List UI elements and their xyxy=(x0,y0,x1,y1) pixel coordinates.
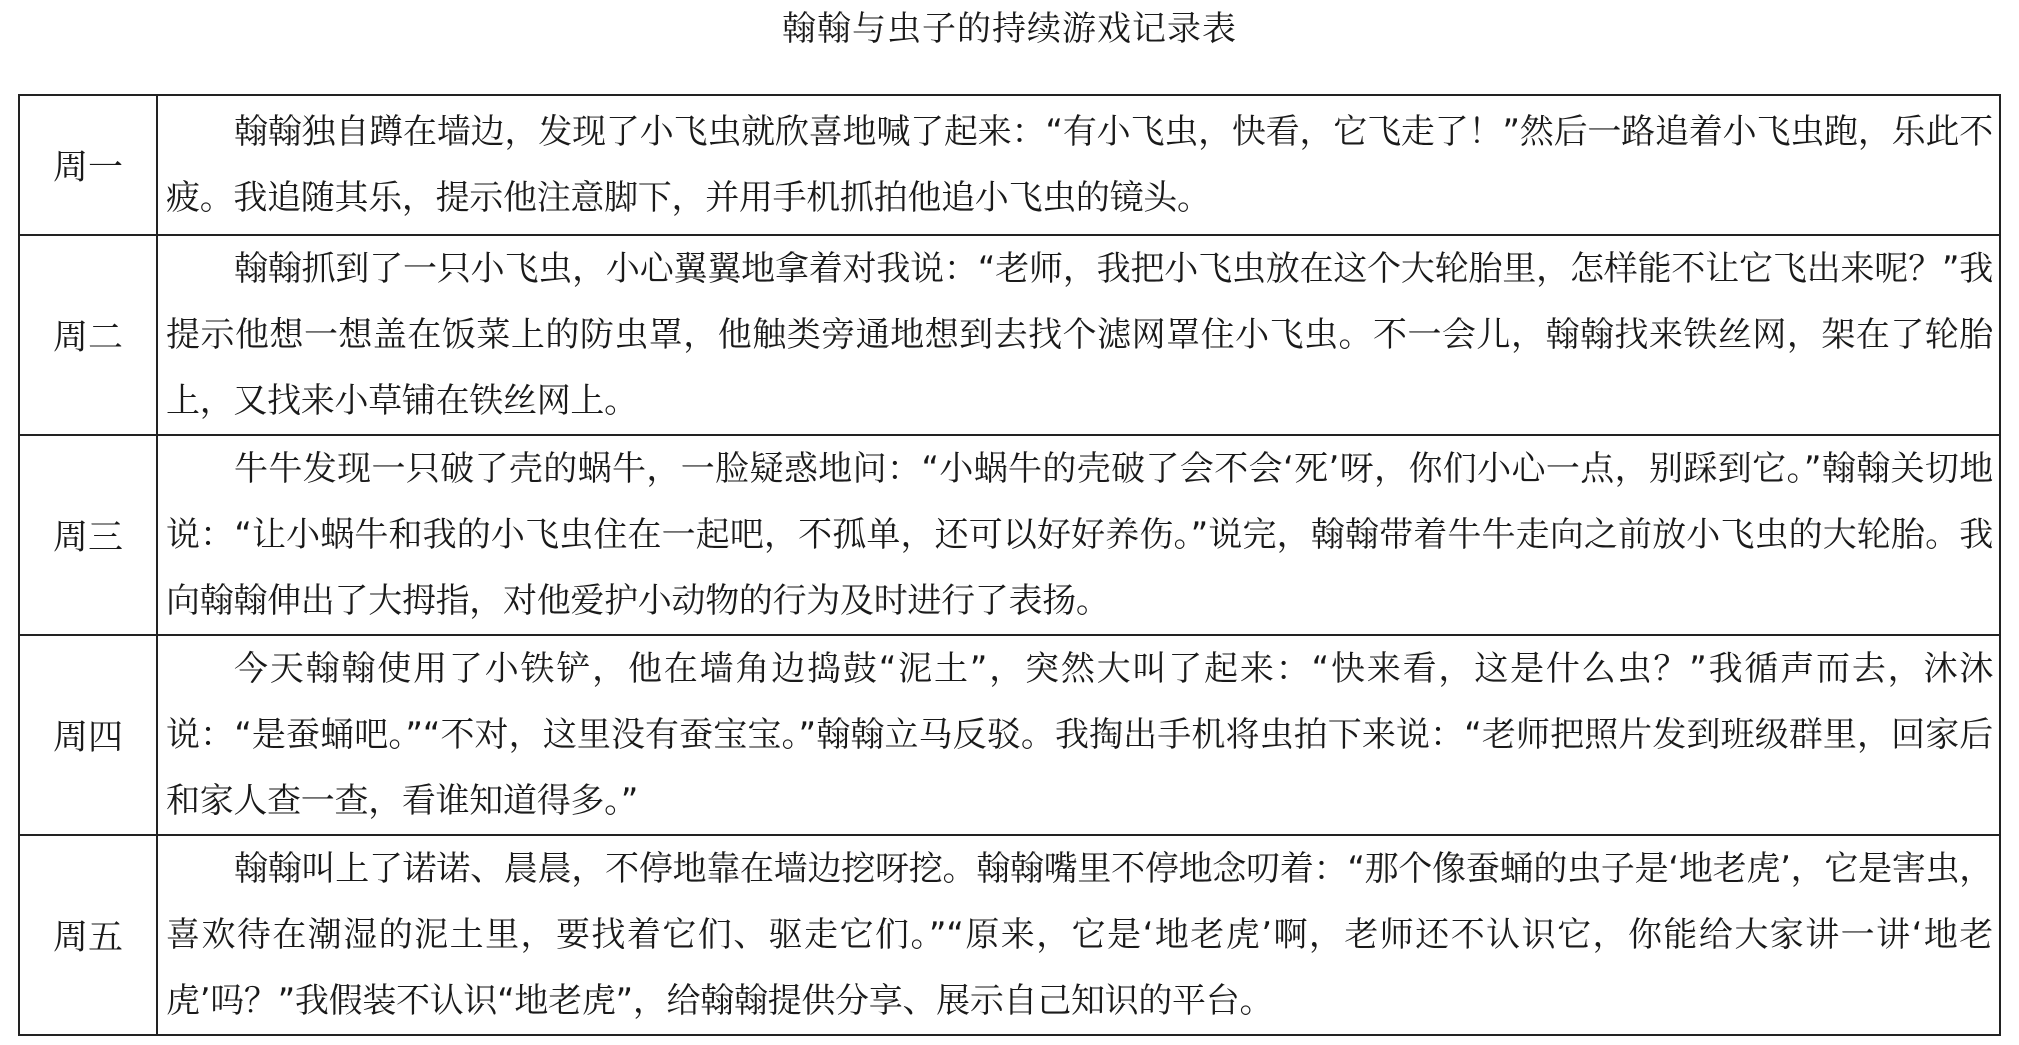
day-label: 周一 xyxy=(19,95,157,235)
game-record-table xyxy=(18,94,2001,1036)
record-text: 翰翰叫上了诺诺、晨晨，不停地靠在墙边挖呀挖。翰翰嘴里不停地念叨着：“那个像蚕蛹的虫子是‘地老虎’，它是害虫，喜欢待在潮湿的泥土里，要找着它们、驱走它们。”“原来，它是‘地老虎’啊，老师还不认识它，你能给大家讲一讲‘地老虎’吗？”我假装不认识“地老虎”，给翰翰提供分享、展示自己知识的平台。 xyxy=(157,835,2000,1035)
record-text: 牛牛发现一只破了壳的蜗牛，一脸疑惑地问：“小蜗牛的壳破了会不会‘死’呀，你们小心一点，别踩到它。”翰翰关切地说：“让小蜗牛和我的小飞虫住在一起吧，不孤单，还可以好好养伤。”说完，翰翰带着牛牛走向之前放小飞虫的大轮胎。我向翰翰伸出了大拇指，对他爱护小动物的行为及时进行了表扬。 xyxy=(157,435,2000,635)
table-row-monday xyxy=(19,95,2000,235)
record-text: 今天翰翰使用了小铁铲，他在墙角边捣鼓“泥土”，突然大叫了起来：“快来看，这是什么虫？”我循声而去，沐沐说：“是蚕蛹吧。”“不对，这里没有蚕宝宝。”翰翰立马反驳。我掏出手机将虫拍下来说：“老师把照片发到班级群里，回家后和家人查一查，看谁知道得多。” xyxy=(157,635,2000,835)
record-text: 翰翰独自蹲在墙边，发现了小飞虫就欣喜地喊了起来：“有小飞虫，快看，它飞走了！”然后一路追着小飞虫跑，乐此不疲。我追随其乐，提示他注意脚下，并用手机抓拍他追小飞虫的镜头。 xyxy=(157,95,2000,235)
table-row-thursday xyxy=(19,635,2000,835)
record-text: 翰翰抓到了一只小飞虫，小心翼翼地拿着对我说：“老师，我把小飞虫放在这个大轮胎里，怎样能不让它飞出来呢？”我提示他想一想盖在饭菜上的防虫罩，他触类旁通地想到去找个滤网罩住小飞虫。不一会儿，翰翰找来铁丝网，架在了轮胎上，又找来小草铺在铁丝网上。 xyxy=(157,235,2000,435)
document-title: 翰翰与虫子的持续游戏记录表 xyxy=(782,9,1237,49)
table-row-tuesday xyxy=(19,235,2000,435)
table-row-wednesday xyxy=(19,435,2000,635)
day-label: 周三 xyxy=(19,435,157,635)
day-label: 周二 xyxy=(19,235,157,435)
day-label: 周五 xyxy=(19,835,157,1035)
day-label: 周四 xyxy=(19,635,157,835)
table-row-friday xyxy=(19,835,2000,1035)
